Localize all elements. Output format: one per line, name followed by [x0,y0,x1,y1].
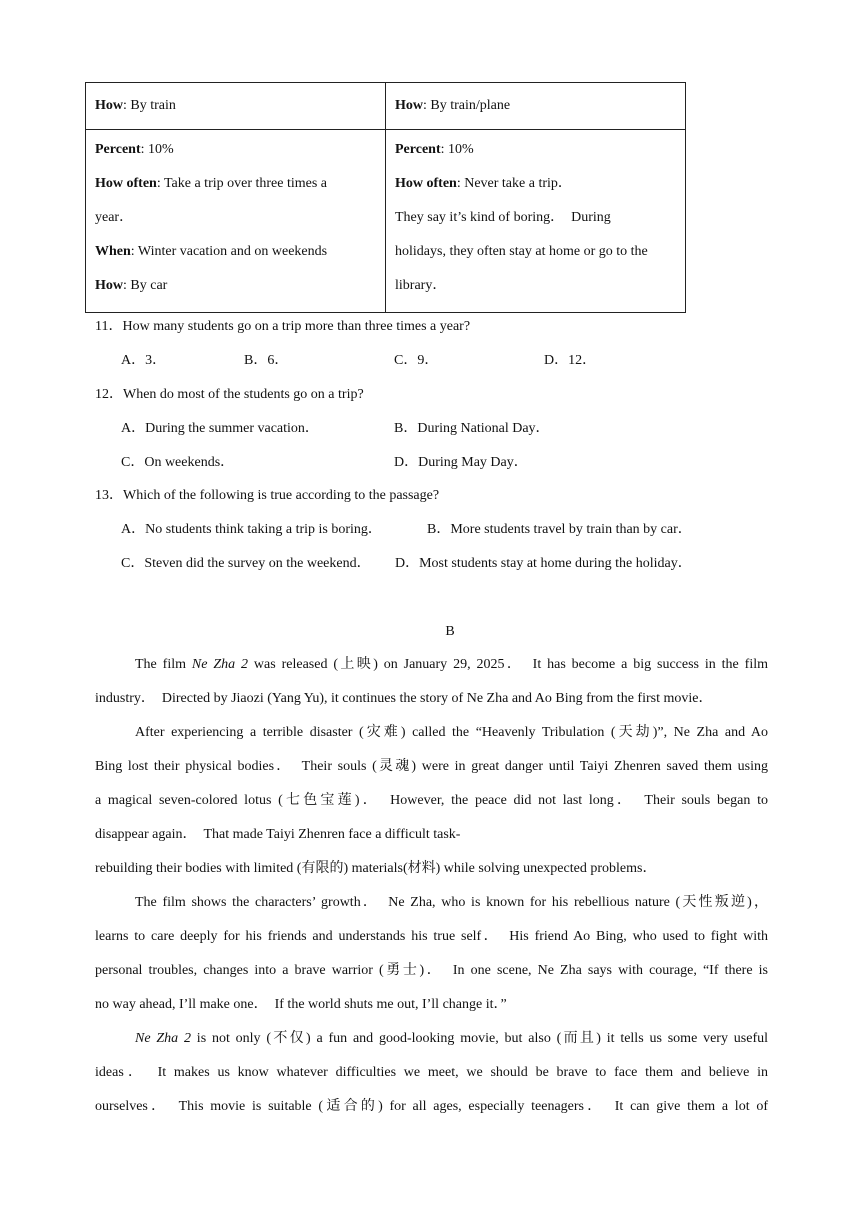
table-cell: How: By train [86,83,386,130]
option: B．6． [244,353,289,368]
option: D．During May Day． [394,455,528,470]
option: C．9． [394,353,439,368]
option: A．No students think taking a trip is boring． [121,522,382,537]
option: B．More students travel by train than by car． [427,522,692,537]
option: C．On weekends． [121,455,235,470]
option: C．Steven did the survey on the weekend． [121,556,371,571]
option: A．3． [121,353,167,368]
option: B．During National Day． [394,421,550,436]
option: A．During the summer vacation． [121,421,319,436]
question-stem: 13．Which of the following is true according to the passage? [95,488,440,503]
question-stem: 11．How many students go on a trip more than three times a year? [95,319,471,334]
option: D．12． [544,353,597,368]
survey-table [85,82,686,313]
table-cell: Percent: 10% How often: Never take a trip． They say it’s kind of boring． During holidays, they often stay at home or go to the library． [386,130,686,313]
section-heading: B [445,624,455,639]
table-cell: How: By train/plane [386,83,686,130]
question-stem: 12．When do most of the students go on a trip? [95,387,364,402]
option: D．Most students stay at home during the holiday． [395,556,692,571]
table-cell: Percent: 10% How often: Take a trip over three times a year． When: Winter vacation and on weekends How: By car [86,130,386,313]
passage: The film Ne Zha 2 was released (上映) on January 29, 2025． It has become a big success in the film industry． Directed by Jiaozi (Yang Yu), it continues the story of Ne Zha and Ao Bing from the first movie． After experiencing a terrible disaster (灾难) called the “Heavenly Tribulation (天劫)”, Ne Zha and Ao Bing lost their physical bodies． Their souls (灵魂) were in great danger until Taiyi Zhenren saved them using a magical seven-colored lotus (七色宝莲)． However, the peace did not last long． Their souls began to disappear again． That made Taiyi Zhenren face a difficult task- rebuilding their bodies with limited (有限的) materials(材料) while solving unexpected problems． The film shows the characters’ growth． Ne Zha, who is known for his rebellious nature (天性叛逆)， learns to care deeply for his friends and understands his true self． His friend Ao Bing, who used to fight with personal troubles, changes into a brave warrior (勇士)． In one scene, Ne Zha says with courage, “If there is no way ahead, I’ll make one． If the world shuts me out, I’ll change it．” Ne Zha 2 is not only (不仅) a fun and good-looking movie, but also (而且) it tells us some very useful ideas． It makes us know whatever difficulties we meet, we should be brave to face them and believe in ourselves． This movie is suitable (适合的) for all ages, especially teenagers． It can give them a lot of [95,657,769,1114]
